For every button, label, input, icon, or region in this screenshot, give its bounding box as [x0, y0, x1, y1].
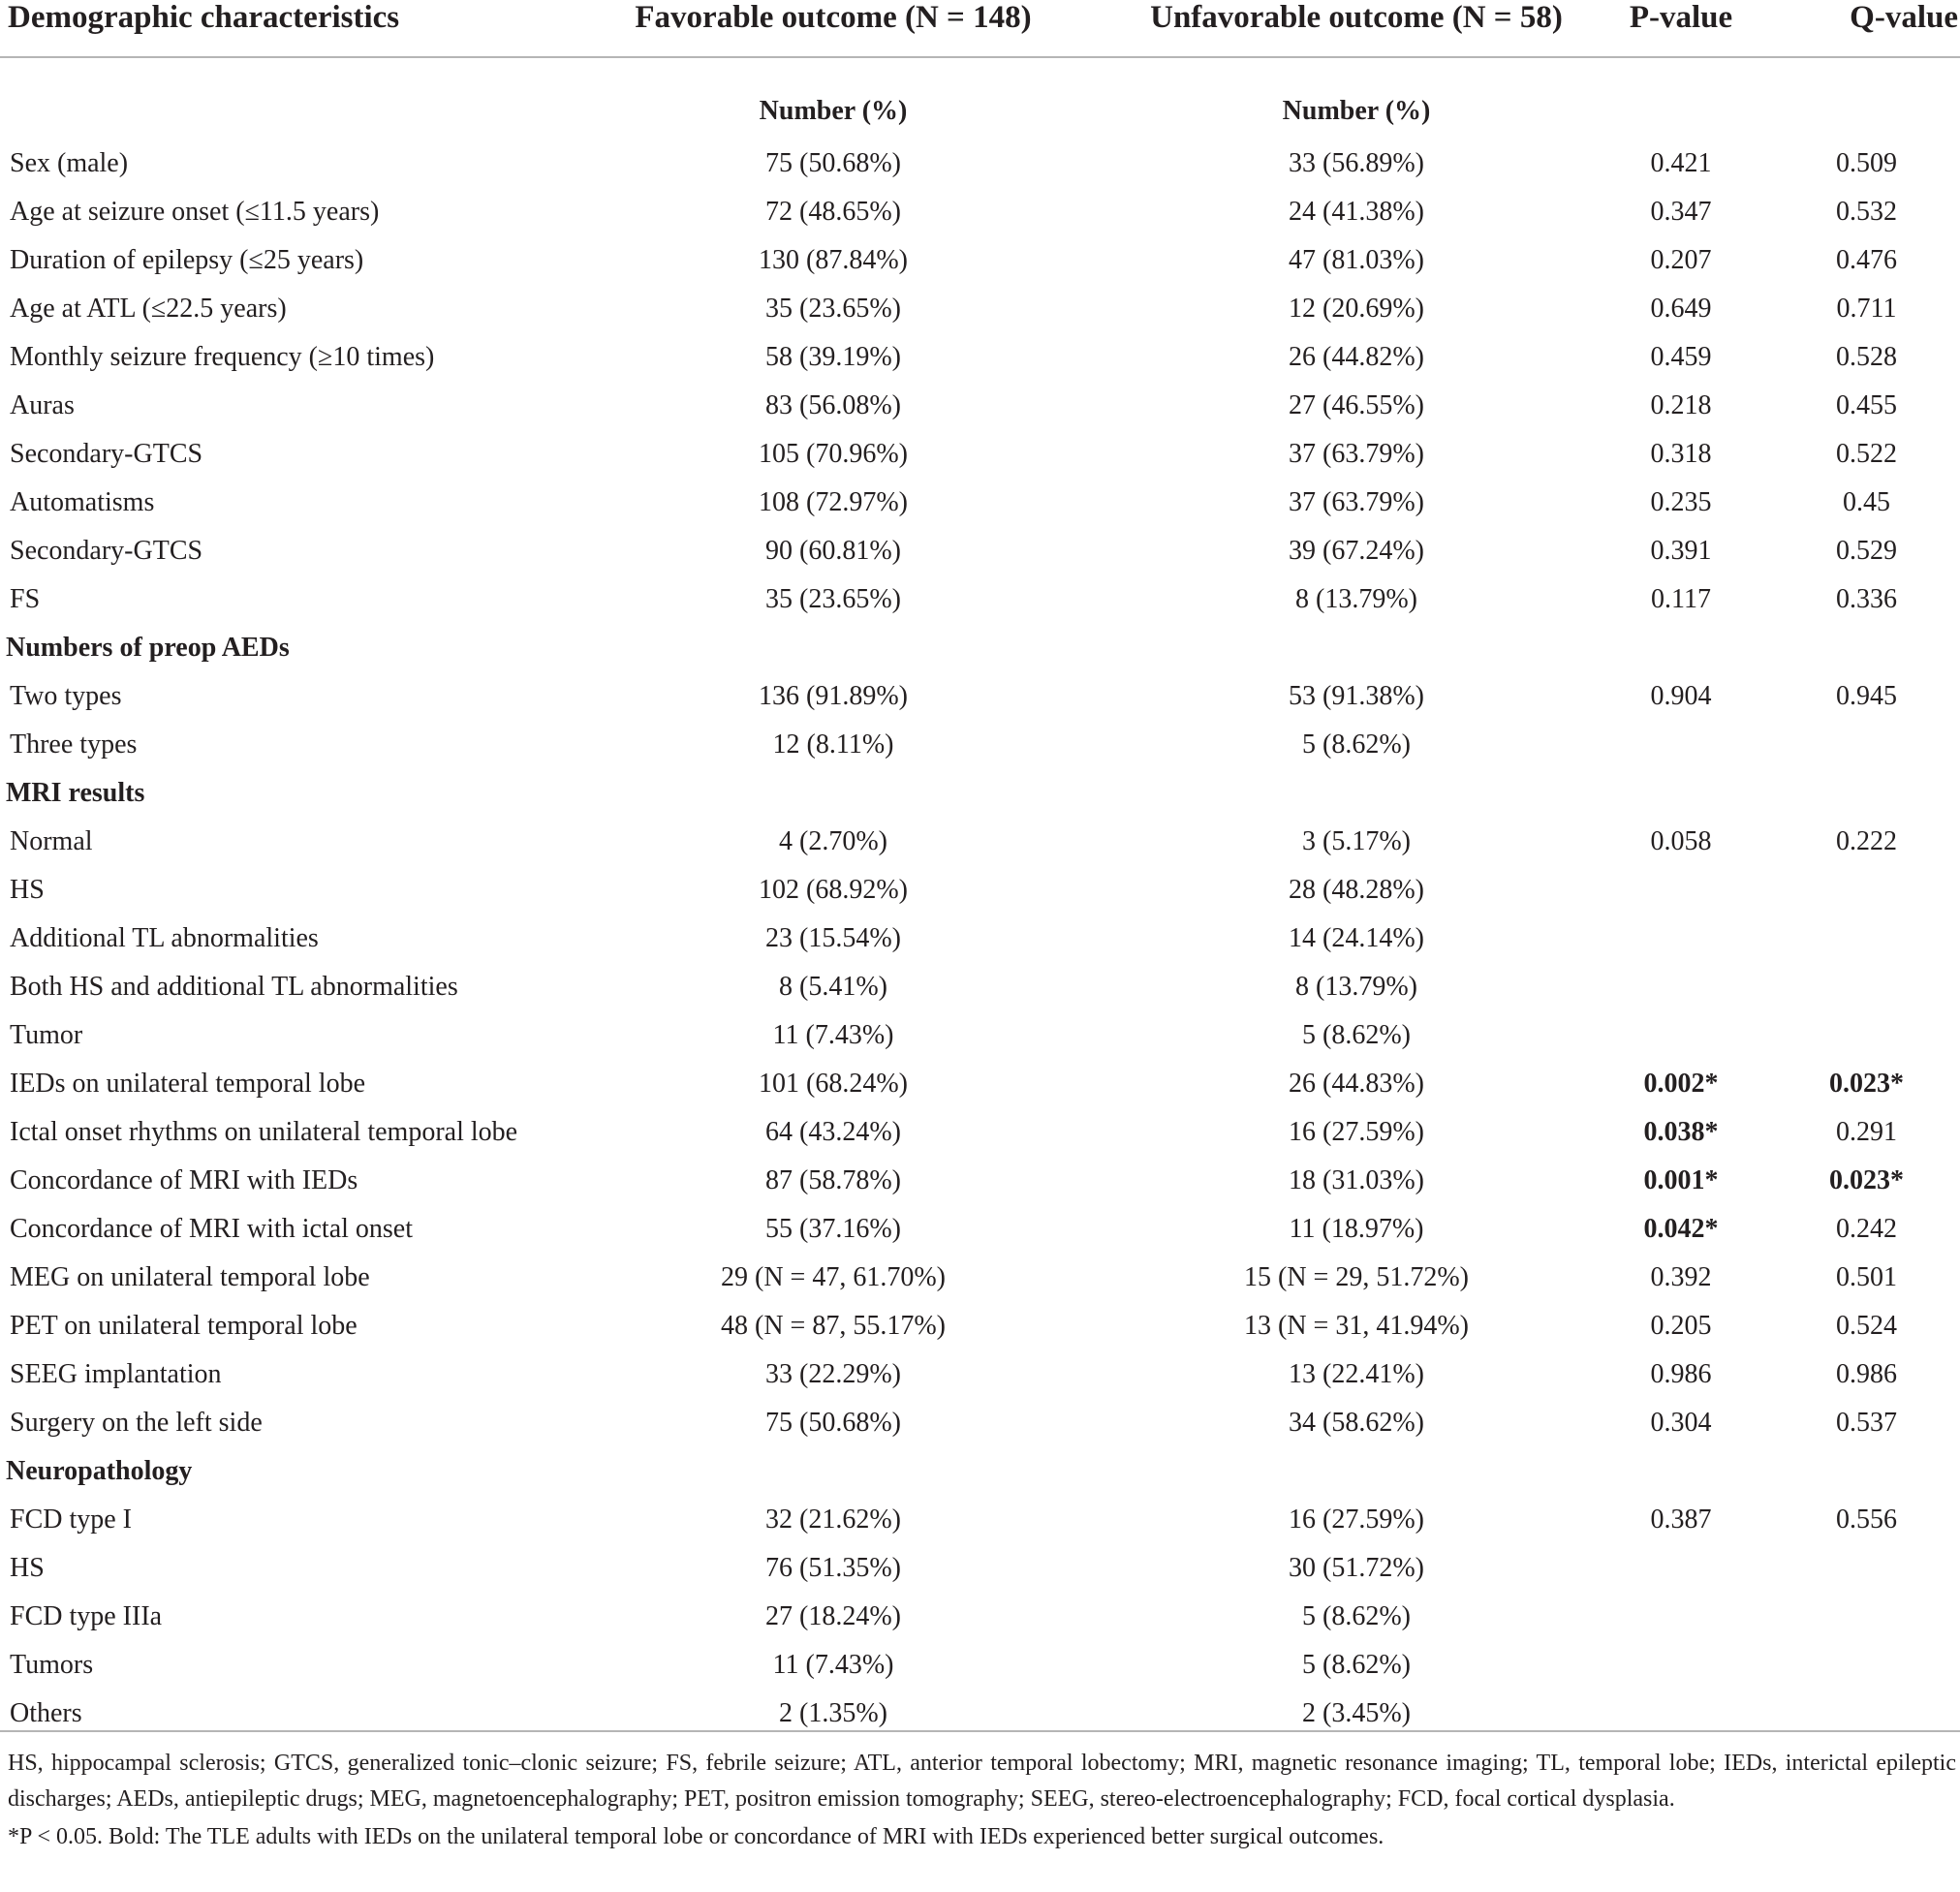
table-row [0, 1641, 1960, 1690]
header-row [0, 0, 1960, 57]
q-value: 0.023* [1829, 1069, 1904, 1099]
table-row [0, 1205, 1960, 1254]
table-row [0, 527, 1960, 575]
row-label: Three types [10, 729, 138, 760]
table-row [0, 188, 1960, 236]
row-label: Both HS and additional TL abnormalities [10, 972, 458, 1002]
unfavorable-value: 26 (44.83%) [1289, 1069, 1424, 1099]
unfavorable-value: 16 (27.59%) [1289, 1504, 1424, 1535]
row-label: Concordance of MRI with IEDs [10, 1165, 358, 1195]
q-value [1773, 1011, 1960, 1060]
q-value [1773, 866, 1960, 915]
favorable-value: 2 (1.35%) [779, 1698, 887, 1728]
q-value: 0.242 [1836, 1214, 1897, 1244]
p-value [1589, 769, 1773, 818]
p-value: 0.304 [1650, 1408, 1712, 1438]
favorable-value: 72 (48.65%) [765, 197, 901, 227]
table-header [0, 0, 1960, 57]
abbreviations-footnote: HS, hippocampal sclerosis; GTCS, generalized tonic–clonic seizure; FS, febrile seizure; ATL, anterior temporal lobectomy; MRI, magnetic resonance imaging; TL, temporal lobe; IEDs, interictal epileptic discharges; AEDs, antiepileptic drugs; MEG, magnetoencephalography; PET, positron emission tomography; SEEG, stereo-electroencephalography; FCD, focal cortical dysplasia. [8, 1751, 1956, 1812]
table-row [0, 1593, 1960, 1641]
q-value [1773, 721, 1960, 769]
table-row [0, 479, 1960, 527]
table-row [0, 1302, 1960, 1350]
unfavorable-value: 34 (58.62%) [1289, 1408, 1424, 1438]
table-row [0, 333, 1960, 382]
q-value [1773, 624, 1960, 672]
q-value [1773, 1544, 1960, 1593]
favorable-value: 75 (50.68%) [765, 148, 901, 178]
table-row [0, 721, 1960, 769]
row-label: Automatisms [10, 487, 155, 517]
section-label: Neuropathology [6, 1456, 193, 1486]
p-value [1589, 963, 1773, 1011]
p-value: 0.387 [1650, 1504, 1712, 1535]
favorable-value: 48 (N = 87, 55.17%) [721, 1311, 946, 1341]
unfavorable-value: 27 (46.55%) [1289, 390, 1424, 420]
p-value [1589, 1593, 1773, 1641]
p-value [1589, 624, 1773, 672]
row-label: FS [10, 584, 41, 614]
p-value: 0.649 [1650, 294, 1712, 324]
section-row [0, 1447, 1960, 1496]
favorable-value: 11 (7.43%) [772, 1650, 894, 1680]
favorable-value: 35 (23.65%) [765, 584, 901, 614]
table-row [0, 915, 1960, 963]
unfavorable-value: 11 (18.97%) [1289, 1214, 1424, 1244]
unfavorable-value: 8 (13.79%) [1295, 584, 1417, 614]
favorable-value: 35 (23.65%) [765, 294, 901, 324]
q-value [1773, 769, 1960, 818]
table-row [0, 236, 1960, 285]
q-value: 0.509 [1836, 148, 1897, 178]
unfavorable-value [1124, 769, 1589, 818]
favorable-value: 75 (50.68%) [765, 1408, 901, 1438]
row-label: PET on unilateral temporal lobe [10, 1311, 358, 1341]
q-value: 0.501 [1836, 1262, 1897, 1292]
table-row [0, 866, 1960, 915]
section-row [0, 624, 1960, 672]
favorable-value: 12 (8.11%) [772, 729, 894, 760]
table-row [0, 1544, 1960, 1593]
unfavorable-value: 47 (81.03%) [1289, 245, 1424, 275]
table-row [0, 963, 1960, 1011]
table-row [0, 1108, 1960, 1157]
q-value: 0.336 [1836, 584, 1897, 614]
unfavorable-value: 5 (8.62%) [1302, 1020, 1411, 1050]
favorable-value: 32 (21.62%) [765, 1504, 901, 1535]
favorable-value: 33 (22.29%) [765, 1359, 901, 1389]
row-label: Duration of epilepsy (≤25 years) [10, 245, 364, 275]
significance-footnote: *P < 0.05. Bold: The TLE adults with IEDs on the unilateral temporal lobe or concordance of MRI with IEDs experienced better surgical outcomes. [8, 1824, 1384, 1849]
favorable-value: 64 (43.24%) [765, 1117, 901, 1147]
unfavorable-value: 26 (44.82%) [1289, 342, 1424, 372]
p-value [1589, 1447, 1773, 1496]
table-row [0, 672, 1960, 721]
header-demographic-characteristics: Demographic characteristics [0, 0, 543, 57]
favorable-value: 90 (60.81%) [765, 536, 901, 566]
row-label: HS [10, 875, 45, 905]
p-value: 0.421 [1650, 148, 1712, 178]
table-footnotes [8, 1746, 1956, 1855]
unfavorable-value: 15 (N = 29, 51.72%) [1244, 1262, 1469, 1292]
unfavorable-value: 13 (N = 31, 41.94%) [1244, 1311, 1469, 1341]
p-value: 0.392 [1650, 1262, 1712, 1292]
p-value: 0.904 [1650, 681, 1712, 711]
favorable-value: 55 (37.16%) [765, 1214, 901, 1244]
p-value [1589, 1544, 1773, 1593]
q-value: 0.45 [1843, 487, 1890, 517]
p-value: 0.391 [1650, 536, 1712, 566]
p-value [1589, 866, 1773, 915]
favorable-value: 136 (91.89%) [759, 681, 908, 711]
p-value: 0.459 [1650, 342, 1712, 372]
table-bottom-rule [0, 1730, 1960, 1732]
subheader-cell: Number (%) [759, 96, 908, 126]
q-value: 0.528 [1836, 342, 1897, 372]
favorable-value: 102 (68.92%) [759, 875, 908, 905]
unfavorable-value: 5 (8.62%) [1302, 1601, 1411, 1631]
row-label: Monthly seizure frequency (≥10 times) [10, 342, 435, 372]
unfavorable-value: 2 (3.45%) [1302, 1698, 1411, 1728]
row-label: Age at seizure onset (≤11.5 years) [10, 197, 380, 227]
q-value: 0.537 [1836, 1408, 1897, 1438]
unfavorable-value: 53 (91.38%) [1289, 681, 1424, 711]
table-body [0, 57, 1960, 1738]
favorable-value: 23 (15.54%) [765, 923, 901, 953]
p-value: 0.117 [1651, 584, 1711, 614]
q-value [1773, 1447, 1960, 1496]
subheader-cell: Number (%) [1282, 96, 1431, 126]
favorable-value [543, 1447, 1124, 1496]
header-q-value: Q-value [1773, 0, 1960, 57]
section-label: Numbers of preop AEDs [6, 633, 290, 663]
row-label: Secondary-GTCS [10, 536, 203, 566]
row-label: Age at ATL (≤22.5 years) [10, 294, 287, 324]
p-value [1589, 915, 1773, 963]
table-row [0, 1350, 1960, 1399]
p-value: 0.218 [1650, 390, 1712, 420]
table-row [0, 140, 1960, 188]
row-label: Normal [10, 826, 93, 856]
q-value: 0.476 [1836, 245, 1897, 275]
table-row [0, 1011, 1960, 1060]
unfavorable-value: 5 (8.62%) [1302, 729, 1411, 760]
favorable-value: 105 (70.96%) [759, 439, 908, 469]
favorable-value: 58 (39.19%) [765, 342, 901, 372]
unfavorable-value: 39 (67.24%) [1289, 536, 1424, 566]
table-row [0, 1060, 1960, 1108]
table-row [0, 818, 1960, 866]
favorable-value: 87 (58.78%) [765, 1165, 901, 1195]
favorable-value: 101 (68.24%) [759, 1069, 908, 1099]
p-value: 0.002* [1643, 1069, 1719, 1099]
q-value: 0.522 [1836, 439, 1897, 469]
unfavorable-value: 14 (24.14%) [1289, 923, 1424, 953]
row-label: Auras [10, 390, 75, 420]
row-label: IEDs on unilateral temporal lobe [10, 1069, 365, 1099]
favorable-value: 29 (N = 47, 61.70%) [721, 1262, 946, 1292]
p-value [1589, 721, 1773, 769]
p-value: 0.038* [1643, 1117, 1719, 1147]
favorable-value [543, 769, 1124, 818]
favorable-value: 76 (51.35%) [765, 1553, 901, 1583]
subheader-cell [0, 57, 543, 140]
table-row [0, 382, 1960, 430]
row-label: Ictal onset rhythms on unilateral temporal lobe [10, 1117, 518, 1147]
row-label: Secondary-GTCS [10, 439, 203, 469]
favorable-value: 4 (2.70%) [779, 826, 887, 856]
row-label: Surgery on the left side [10, 1408, 263, 1438]
unfavorable-value [1124, 1447, 1589, 1496]
unfavorable-value: 24 (41.38%) [1289, 197, 1424, 227]
subheader-row [0, 57, 1960, 140]
p-value: 0.001* [1643, 1165, 1719, 1195]
favorable-value: 8 (5.41%) [779, 972, 887, 1002]
p-value: 0.235 [1650, 487, 1712, 517]
header-unfavorable-outcome: Unfavorable outcome (N = 58) [1124, 0, 1589, 57]
p-value: 0.058 [1650, 826, 1712, 856]
q-value [1773, 1593, 1960, 1641]
q-value [1773, 963, 1960, 1011]
header-p-value: P-value [1589, 0, 1773, 57]
table-row [0, 285, 1960, 333]
row-label: Additional TL abnormalities [10, 923, 319, 953]
unfavorable-value: 8 (13.79%) [1295, 972, 1417, 1002]
q-value: 0.532 [1836, 197, 1897, 227]
q-value: 0.524 [1836, 1311, 1897, 1341]
subheader-cell [1589, 57, 1773, 140]
q-value: 0.291 [1836, 1117, 1897, 1147]
row-label: HS [10, 1553, 45, 1583]
header-favorable-outcome: Favorable outcome (N = 148) [543, 0, 1124, 57]
p-value: 0.347 [1650, 197, 1712, 227]
row-label: Others [10, 1698, 82, 1728]
favorable-value: 27 (18.24%) [765, 1601, 901, 1631]
unfavorable-value: 30 (51.72%) [1289, 1553, 1424, 1583]
section-row [0, 769, 1960, 818]
unfavorable-value: 28 (48.28%) [1289, 875, 1424, 905]
q-value: 0.711 [1836, 294, 1897, 324]
p-value [1589, 1641, 1773, 1690]
unfavorable-value: 3 (5.17%) [1302, 826, 1411, 856]
favorable-value: 108 (72.97%) [759, 487, 908, 517]
row-label: FCD type I [10, 1504, 132, 1535]
p-value: 0.207 [1650, 245, 1712, 275]
q-value: 0.986 [1836, 1359, 1897, 1389]
unfavorable-value [1124, 624, 1589, 672]
favorable-value: 130 (87.84%) [759, 245, 908, 275]
p-value: 0.042* [1643, 1214, 1719, 1244]
q-value: 0.023* [1829, 1165, 1904, 1195]
q-value: 0.556 [1836, 1504, 1897, 1535]
q-value: 0.945 [1836, 681, 1897, 711]
q-value: 0.455 [1836, 390, 1897, 420]
unfavorable-value: 13 (22.41%) [1289, 1359, 1424, 1389]
unfavorable-value: 18 (31.03%) [1289, 1165, 1424, 1195]
table-row [0, 1254, 1960, 1302]
unfavorable-value: 5 (8.62%) [1302, 1650, 1411, 1680]
row-label: FCD type IIIa [10, 1601, 163, 1631]
favorable-value [543, 624, 1124, 672]
row-label: SEEG implantation [10, 1359, 222, 1389]
row-label: MEG on unilateral temporal lobe [10, 1262, 370, 1292]
q-value: 0.222 [1836, 826, 1897, 856]
favorable-value: 11 (7.43%) [772, 1020, 894, 1050]
row-label: Sex (male) [10, 148, 129, 178]
table-row [0, 1157, 1960, 1205]
unfavorable-value: 33 (56.89%) [1289, 148, 1424, 178]
p-value: 0.205 [1650, 1311, 1712, 1341]
section-label: MRI results [6, 778, 145, 808]
unfavorable-value: 37 (63.79%) [1289, 487, 1424, 517]
row-label: Two types [10, 681, 122, 711]
q-value [1773, 915, 1960, 963]
table-row [0, 1399, 1960, 1447]
table-row [0, 430, 1960, 479]
p-value [1589, 1011, 1773, 1060]
unfavorable-value: 16 (27.59%) [1289, 1117, 1424, 1147]
unfavorable-value: 37 (63.79%) [1289, 439, 1424, 469]
q-value: 0.529 [1836, 536, 1897, 566]
subheader-cell [1773, 57, 1960, 140]
favorable-value: 83 (56.08%) [765, 390, 901, 420]
p-value: 0.986 [1650, 1359, 1712, 1389]
row-label: Concordance of MRI with ictal onset [10, 1214, 414, 1244]
table-row [0, 1496, 1960, 1544]
row-label: Tumor [10, 1020, 83, 1050]
unfavorable-value: 12 (20.69%) [1289, 294, 1424, 324]
table-row [0, 575, 1960, 624]
p-value: 0.318 [1650, 439, 1712, 469]
q-value [1773, 1641, 1960, 1690]
row-label: Tumors [10, 1650, 94, 1680]
